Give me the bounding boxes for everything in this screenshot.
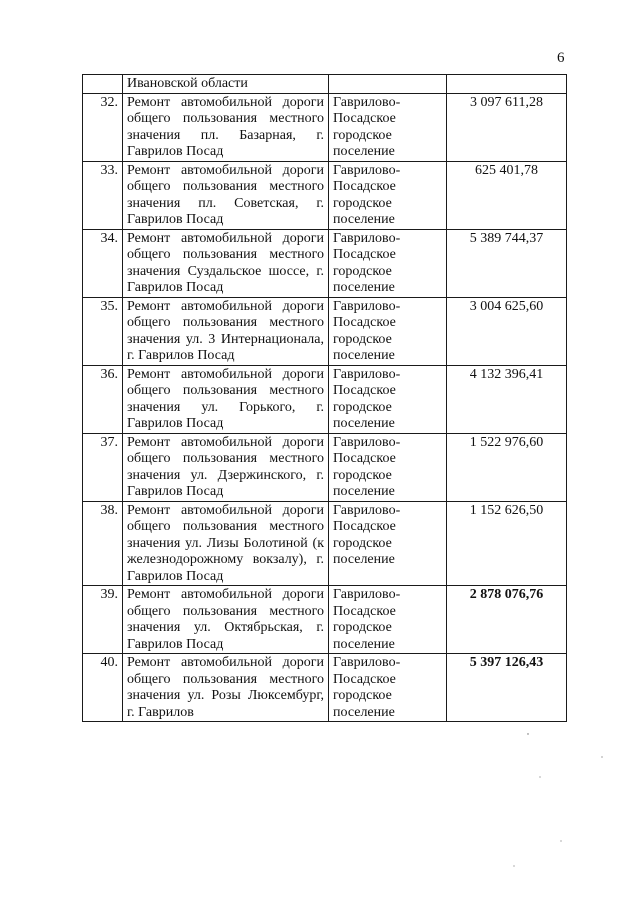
object-name-cell: Ремонт автомобильной дороги общего пользования местного значения ул. Розы Люксембург, г. Гаврилов (123, 654, 329, 722)
amount-cell: 1 152 626,50 (447, 501, 567, 586)
row-number-cell: 38. (83, 501, 123, 586)
municipality-cell: Гаврилово-Посадское городское поселение (329, 433, 447, 501)
row-number-cell: 35. (83, 297, 123, 365)
row-number-cell: 40. (83, 654, 123, 722)
amount-cell: 5 397 126,43 (447, 654, 567, 722)
amount-cell: 2 878 076,76 (447, 586, 567, 654)
amount-cell: 4 132 396,41 (447, 365, 567, 433)
object-name-cell: Ремонт автомобильной дороги общего пользования местного значения ул. Горького, г. Гаврилов Посад (123, 365, 329, 433)
municipality-cell: Гаврилово-Посадское городское поселение (329, 161, 447, 229)
row-number-cell: 37. (83, 433, 123, 501)
municipality-cell: Гаврилово-Посадское городское поселение (329, 365, 447, 433)
amount-cell: 625 401,78 (447, 161, 567, 229)
amount-cell: 5 389 744,37 (447, 229, 567, 297)
object-name-cell: Ремонт автомобильной дороги общего пользования местного значения ул. Лизы Болотиной (к железнодорожному вокзалу), г. Гаврилов Посад (123, 501, 329, 586)
row-number-cell: 32. (83, 93, 123, 161)
row-number-cell: 36. (83, 365, 123, 433)
row-number-cell: 33. (83, 161, 123, 229)
object-name-cell: Ремонт автомобильной дороги общего пользования местного значения ул. Октябрьская, г. Гаврилов Посад (123, 586, 329, 654)
object-name-cell: Ивановской области (123, 75, 329, 94)
object-name-cell: Ремонт автомобильной дороги общего пользования местного значения пл. Советская, г. Гаврилов Посад (123, 161, 329, 229)
municipality-cell: Гаврилово-Посадское городское поселение (329, 501, 447, 586)
page-number: 6 (557, 50, 565, 66)
object-name-cell: Ремонт автомобильной дороги общего пользования местного значения Суздальское шоссе, г. Гаврилов Посад (123, 229, 329, 297)
municipality-cell: Гаврилово-Посадское городское поселение (329, 654, 447, 722)
object-name-cell: Ремонт автомобильной дороги общего пользования местного значения ул. 3 Интернационала, г. Гаврилов Посад (123, 297, 329, 365)
amount-cell: 3 004 625,60 (447, 297, 567, 365)
amount-cell: 3 097 611,28 (447, 93, 567, 161)
municipality-cell: Гаврилово-Посадское городское поселение (329, 229, 447, 297)
row-number-cell: 39. (83, 586, 123, 654)
object-name-cell: Ремонт автомобильной дороги общего пользования местного значения ул. Дзержинского, г. Гаврилов Посад (123, 433, 329, 501)
object-name-cell: Ремонт автомобильной дороги общего пользования местного значения пл. Базарная, г. Гаврилов Посад (123, 93, 329, 161)
amount-cell: 1 522 976,60 (447, 433, 567, 501)
municipality-cell: Гаврилово-Посадское городское поселение (329, 93, 447, 161)
row-number-cell: 34. (83, 229, 123, 297)
municipality-cell: Гаврилово-Посадское городское поселение (329, 586, 447, 654)
municipality-cell: Гаврилово-Посадское городское поселение (329, 297, 447, 365)
